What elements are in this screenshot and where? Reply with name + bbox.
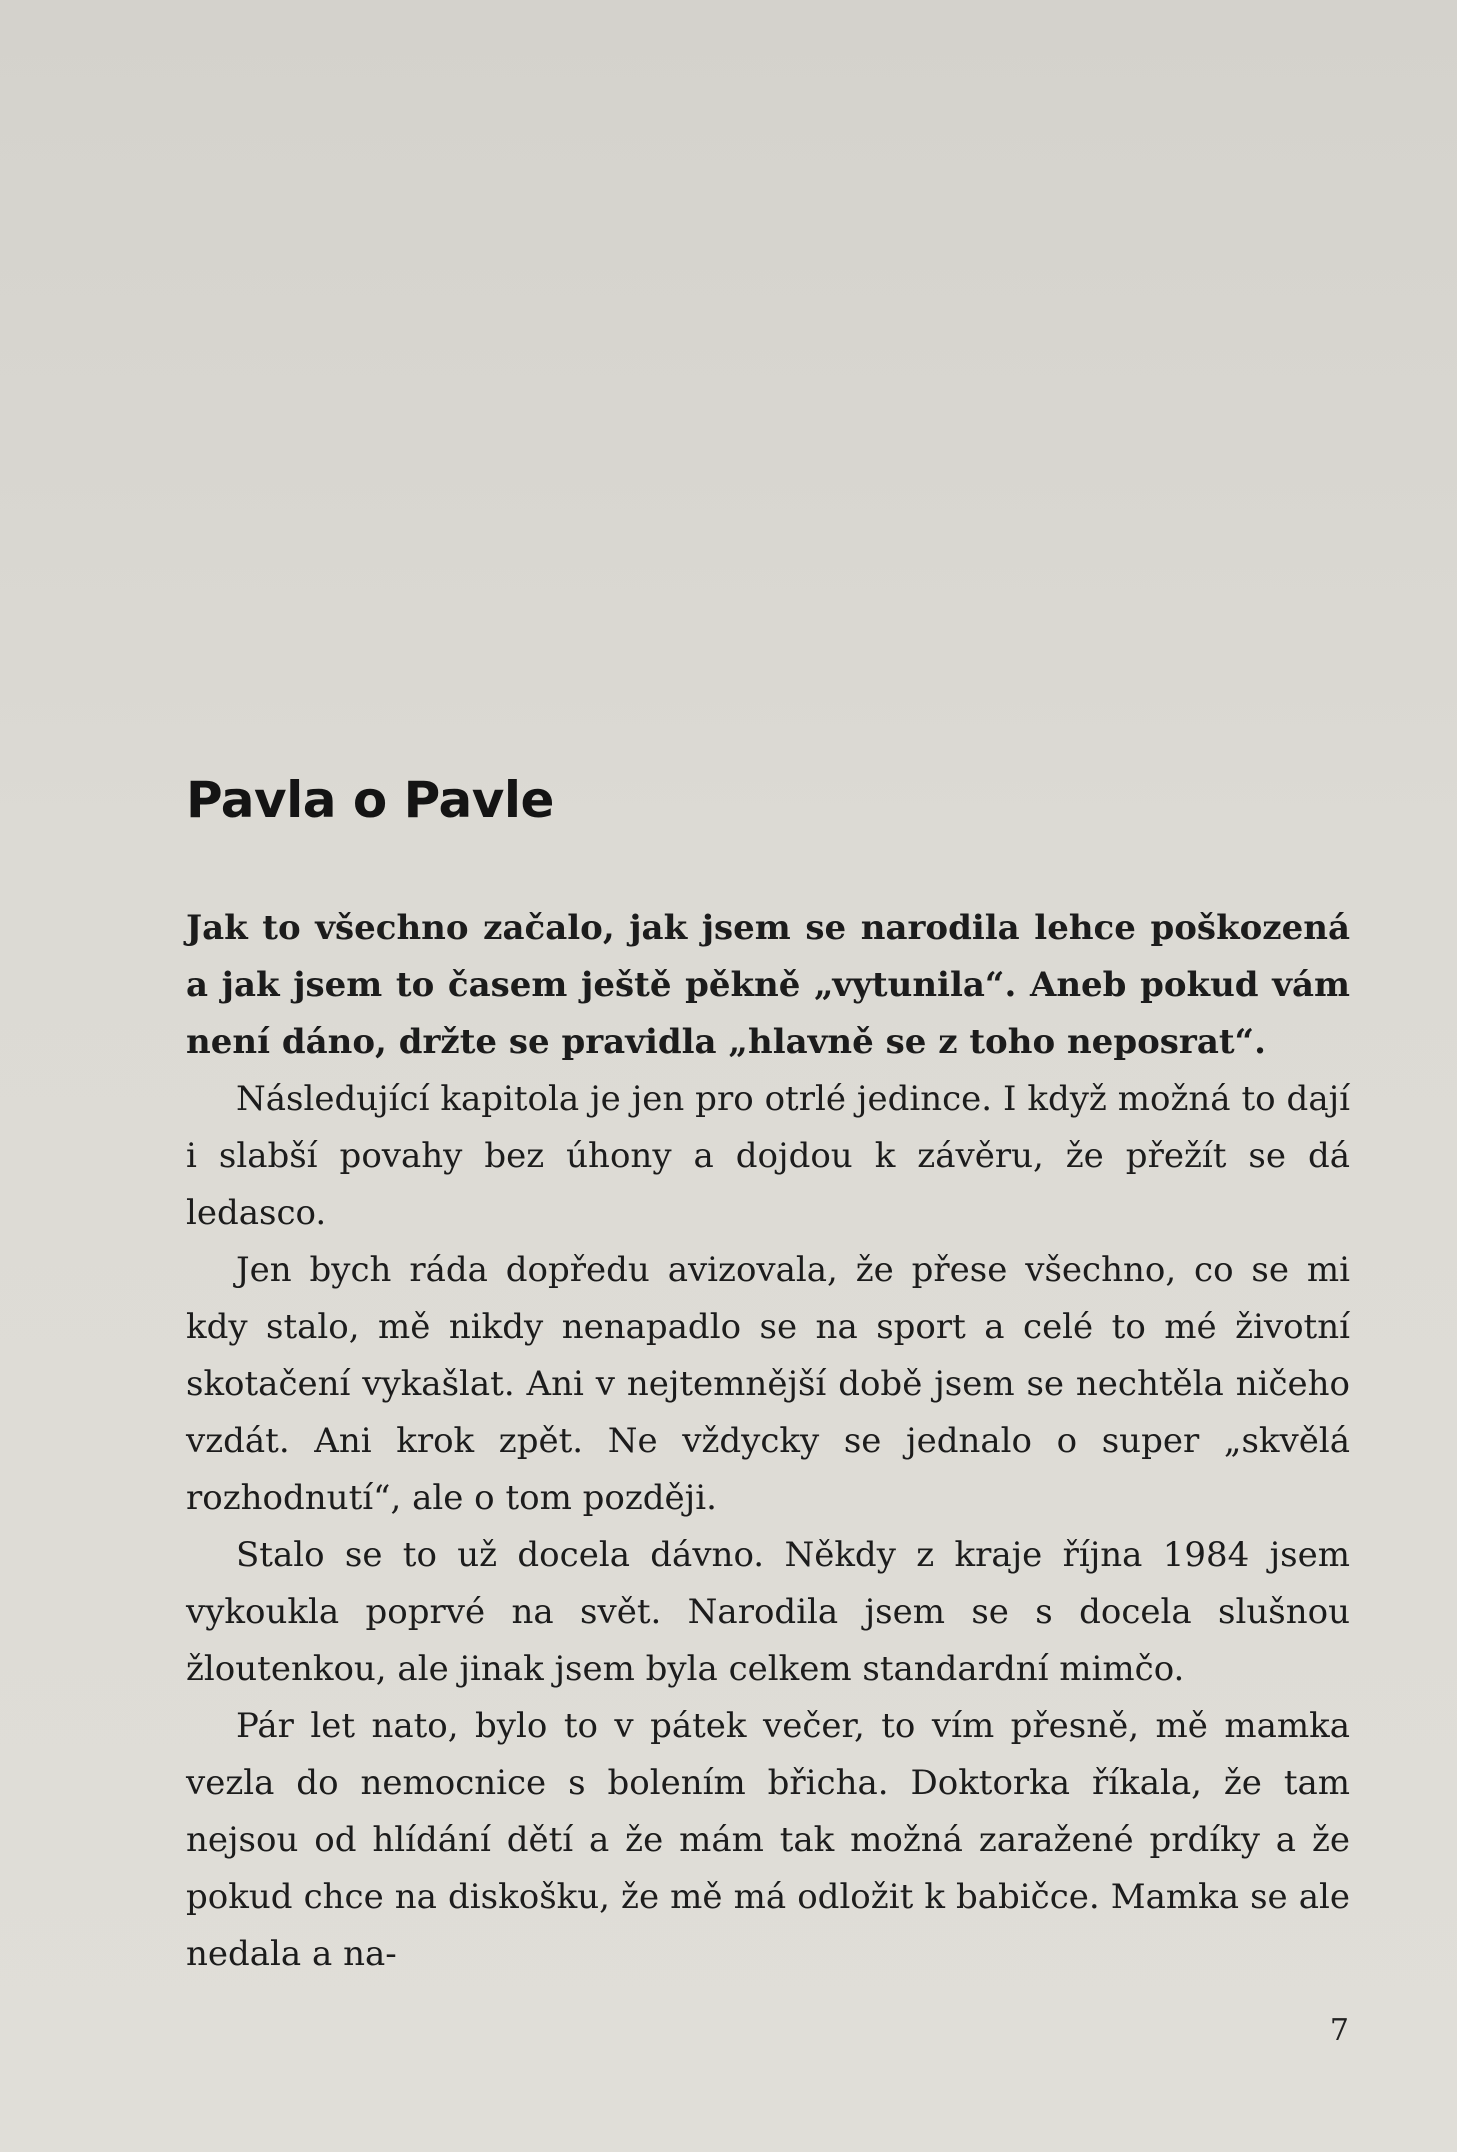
lead-paragraph: Jak to všechno začalo, jak jsem se narodila lehce poškozená a jak jsem to časem ještě pěkně „vytunila“. Aneb pokud vám není dáno, držte se pravidla „hlavně se z toho neposrat“. xyxy=(186,908,1350,1062)
paragraph: Stalo se to už docela dávno. Někdy z kraje října 1984 jsem vykoukla poprvé na svět. Narodila jsem se s docela slušnou žloutenkou, ale jinak jsem byla celkem standardní mimčo. xyxy=(186,1535,1350,1689)
chapter-title: Pavla o Pavle xyxy=(186,771,554,829)
page-number: 7 xyxy=(1329,2013,1349,2048)
paragraph: Jen bych ráda dopředu avizovala, že přese všechno, co se mi kdy stalo, mě nikdy nenapadlo se na sport a celé to mé životní skotačení vykašlat. Ani v nejtemnější době jsem se nechtěla ničeho vzdát. Ani krok zpět. Ne vždycky se jednalo o super „skvělá rozhodnutí“, ale o tom později. xyxy=(186,1250,1350,1518)
paragraph: Pár let nato, bylo to v pátek večer, to vím přesně, mě mamka vezla do nemocnice s bolením břicha. Doktorka říkala, že tam nejsou od hlídání dětí a že mám tak možná zaražené prdíky a že pokud chce na diskošku, že mě má odložit k babičce. Mamka se ale nedala a na- xyxy=(186,1706,1350,1974)
body-text xyxy=(186,900,1350,1983)
paragraph: Následující kapitola je jen pro otrlé jedince. I když možná to dají i slabší povahy bez úhony a dojdou k závěru, že přežít se dá ledasco. xyxy=(186,1079,1350,1233)
